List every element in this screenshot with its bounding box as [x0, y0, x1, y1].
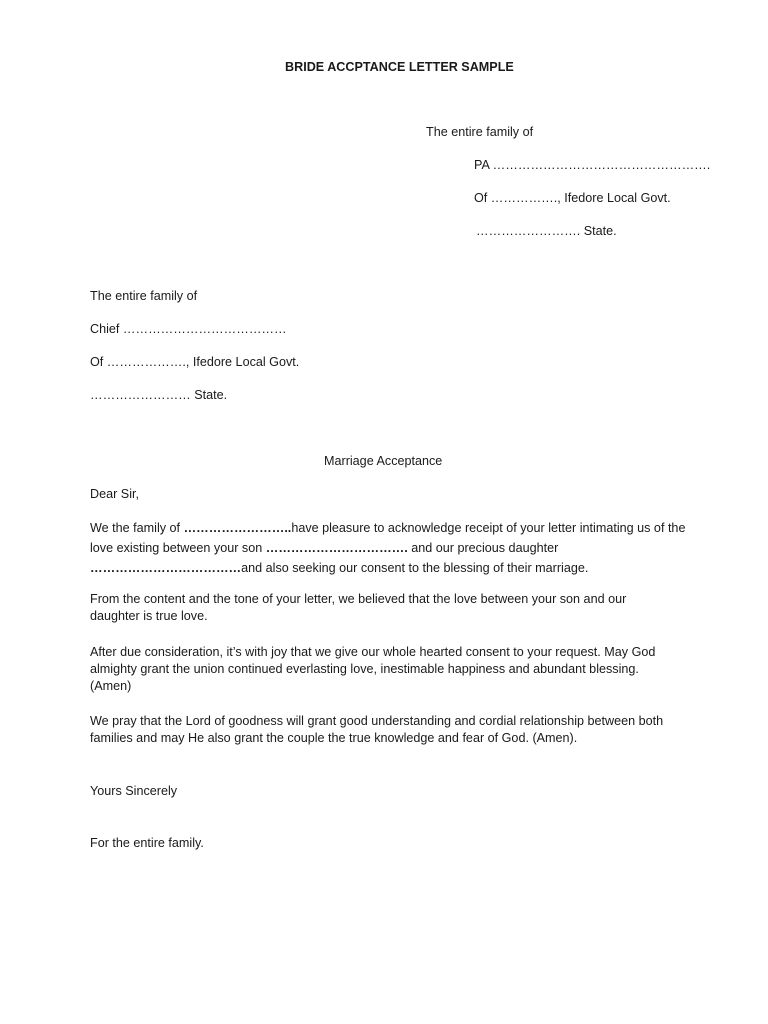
text-segment: We the family of: [90, 521, 184, 535]
sender-line-2: PA …………………………………………….: [474, 158, 711, 172]
paragraph-1-row-1: [90, 518, 690, 538]
paragraph-3-row-2: almighty grant the union continued everlasting love, inestimable happiness and abundant blessing.: [90, 662, 639, 676]
sender-line-3: Of ……………., Ifedore Local Govt.: [474, 191, 671, 205]
text-segment: have pleasure to acknowledge receipt of your letter intimating us of the: [291, 521, 686, 535]
paragraph-1: [90, 518, 690, 578]
paragraph-1-row-3: [90, 558, 690, 578]
paragraph-2: [90, 591, 690, 625]
sender-line-4: ……………………. State.: [476, 224, 617, 238]
paragraph-4: [90, 713, 690, 747]
salutation: Dear Sir,: [90, 487, 139, 501]
text-segment: and our precious daughter: [407, 541, 559, 555]
paragraph-2-row-2: daughter is true love.: [90, 609, 208, 623]
paragraph-3-row-3: (Amen): [90, 679, 132, 693]
blank-field: ………………………………: [90, 561, 242, 575]
paragraph-3-row-1: After due consideration, it’s with joy that we give our whole hearted consent to your request. May God: [90, 645, 656, 659]
recipient-line-1: The entire family of: [90, 289, 198, 303]
text-segment: and also seeking our consent to the blessing of their marriage.: [241, 561, 589, 575]
closing: Yours Sincerely: [90, 784, 178, 798]
paragraph-3: [90, 644, 690, 695]
paragraph-1-row-2: [90, 538, 690, 558]
recipient-line-2: Chief …………………………………: [90, 322, 287, 336]
subject-heading: Marriage Acceptance: [324, 454, 443, 468]
recipient-line-4: …………………… State.: [90, 388, 228, 402]
blank-field: …………………………….: [265, 541, 408, 555]
paragraph-4-row-2: families and may He also grant the couple the true knowledge and fear of God. (Amen).: [90, 731, 578, 745]
sender-line-1: The entire family of: [426, 125, 534, 139]
signature-line: For the entire family.: [90, 836, 204, 850]
recipient-line-3: Of ………………., Ifedore Local Govt.: [90, 355, 300, 369]
paragraph-4-row-1: We pray that the Lord of goodness will grant good understanding and cordial relationship between both: [90, 714, 664, 728]
document-title: BRIDE ACCPTANCE LETTER SAMPLE: [285, 60, 514, 74]
blank-field: ……………………..: [183, 521, 292, 535]
paragraph-2-row-1: From the content and the tone of your letter, we believed that the love between your son and our: [90, 592, 627, 606]
text-segment: love existing between your son: [90, 541, 266, 555]
